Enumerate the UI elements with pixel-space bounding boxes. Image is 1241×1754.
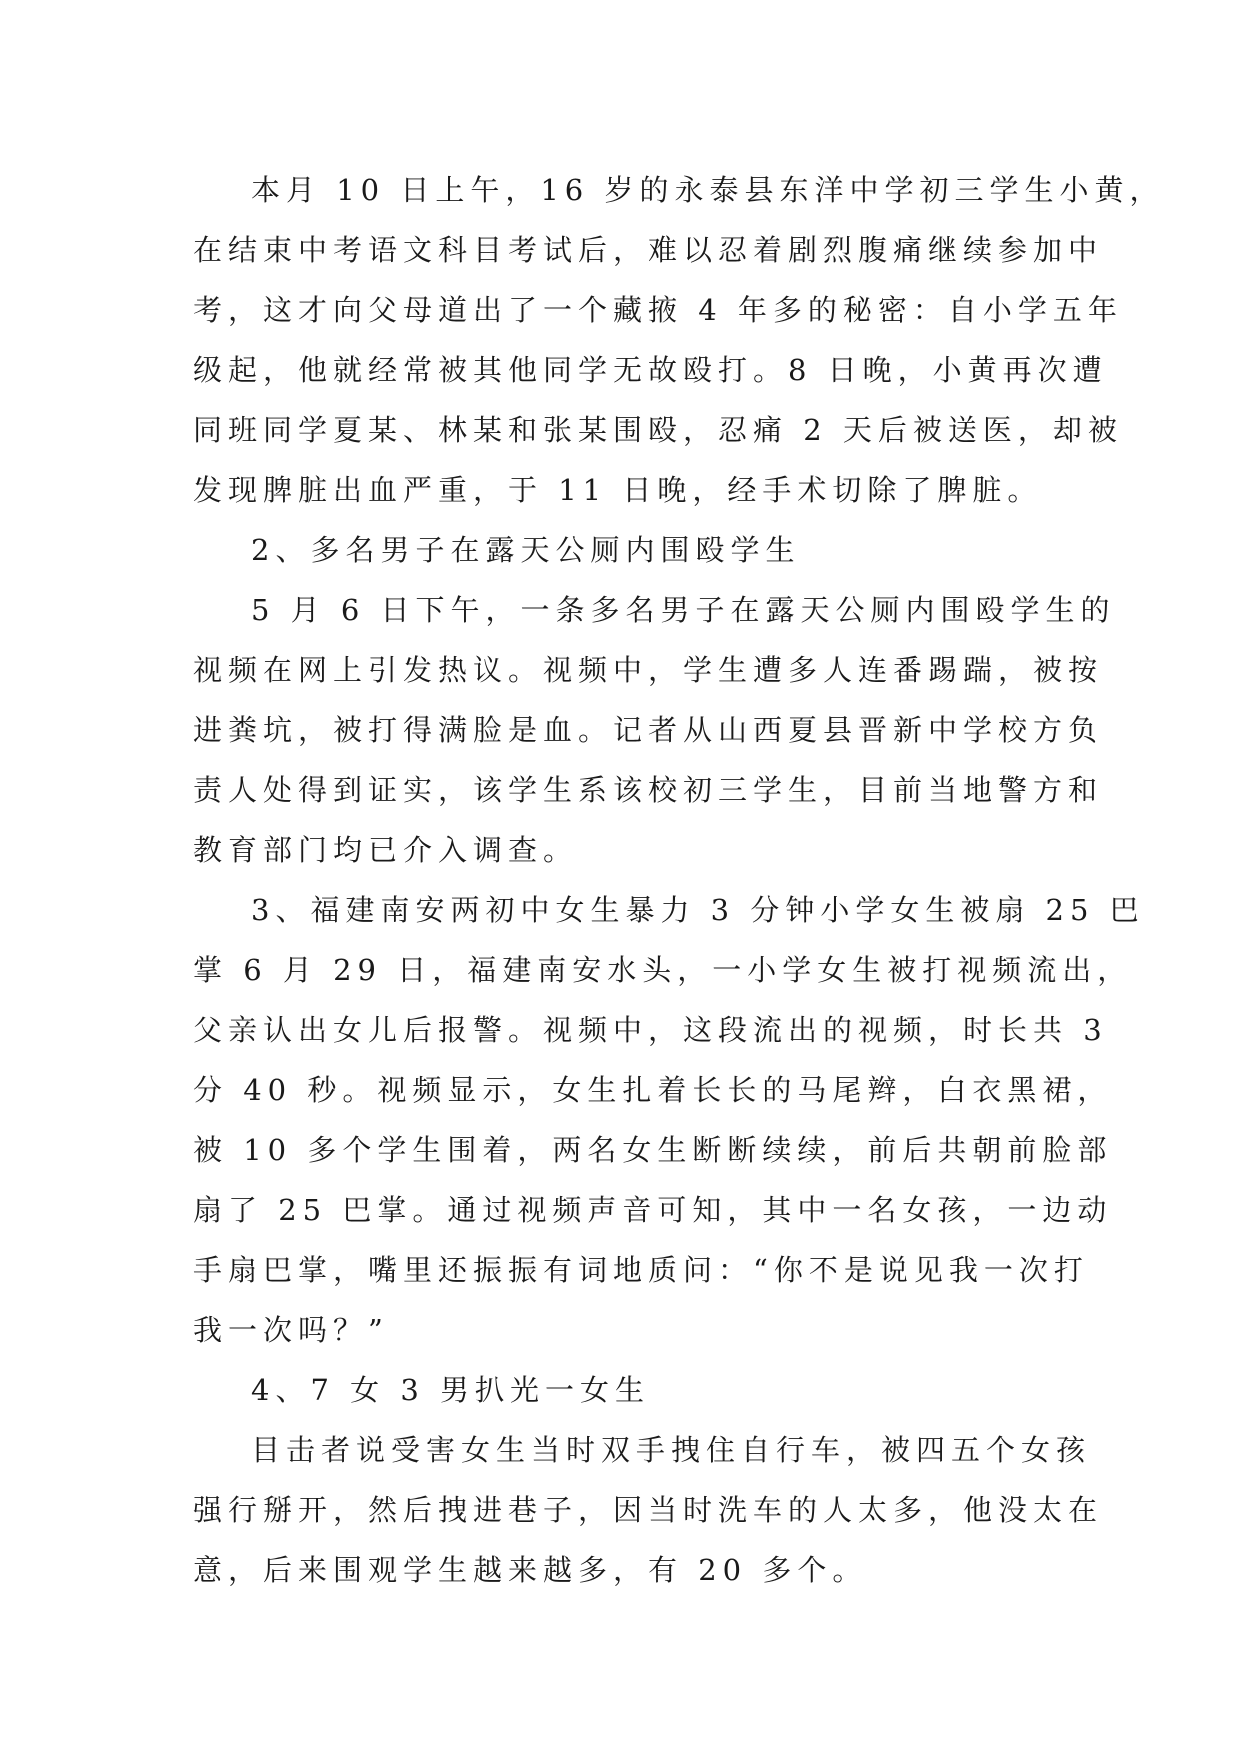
- text-line: 责人处得到证实，该学生系该校初三学生，目前当地警方和: [193, 773, 1104, 807]
- text-line: 级起，他就经常被其他同学无故殴打。8 日晚，小黄再次遭: [193, 353, 1108, 387]
- text-line: 教育部门均已介入调查。: [193, 833, 579, 867]
- text-line: 在结束中考语文科目考试后，难以忍着剧烈腹痛继续参加中: [193, 233, 1104, 267]
- text-line: 本月 10 日上午，16 岁的永泰县东洋中学初三学生小黄，: [251, 173, 1165, 207]
- section-heading: 4、7 女 3 男扒光一女生: [251, 1373, 651, 1407]
- text-line: 我一次吗？”: [193, 1313, 389, 1347]
- text-line: 考，这才向父母道出了一个藏掖 4 年多的秘密：自小学五年: [193, 293, 1123, 327]
- text-line: 扇了 25 巴掌。通过视频声音可知，其中一名女孩，一边动: [193, 1193, 1113, 1227]
- text-line: 手扇巴掌，嘴里还振振有词地质问：“你不是说见我一次打: [193, 1253, 1089, 1287]
- text-line: 发现脾脏出血严重，于 11 日晚，经手术切除了脾脏。: [193, 473, 1043, 507]
- text-line: 进粪坑，被打得满脸是血。记者从山西夏县晋新中学校方负: [193, 713, 1104, 747]
- text-line: 分 40 秒。视频显示，女生扎着长长的马尾辫，白衣黑裙，: [193, 1073, 1113, 1107]
- text-line: 视频在网上引发热议。视频中，学生遭多人连番踢踹，被按: [193, 653, 1104, 687]
- text-line: 意，后来围观学生越来越多，有 20 多个。: [193, 1553, 868, 1587]
- text-line: 掌 6 月 29 日，福建南安水头，一小学女生被打视频流出，: [193, 953, 1133, 987]
- text-line: 强行掰开，然后拽进巷子，因当时洗车的人太多，他没太在: [193, 1493, 1104, 1527]
- text-line: 5 月 6 日下午，一条多名男子在露天公厕内围殴学生的: [251, 593, 1116, 627]
- text-line: 目击者说受害女生当时双手拽住自行车，被四五个女孩: [251, 1433, 1092, 1467]
- section-heading: 3、福建南安两初中女生暴力 3 分钟小学女生被扇 25 巴: [251, 893, 1145, 927]
- text-line: 父亲认出女儿后报警。视频中，这段流出的视频，时长共 3: [193, 1013, 1108, 1047]
- text-line: 被 10 多个学生围着，两名女生断断续续，前后共朝前脸部: [193, 1133, 1113, 1167]
- text-line: 同班同学夏某、林某和张某围殴，忍痛 2 天后被送医，却被: [193, 413, 1123, 447]
- section-heading: 2、多名男子在露天公厕内围殴学生: [251, 533, 801, 567]
